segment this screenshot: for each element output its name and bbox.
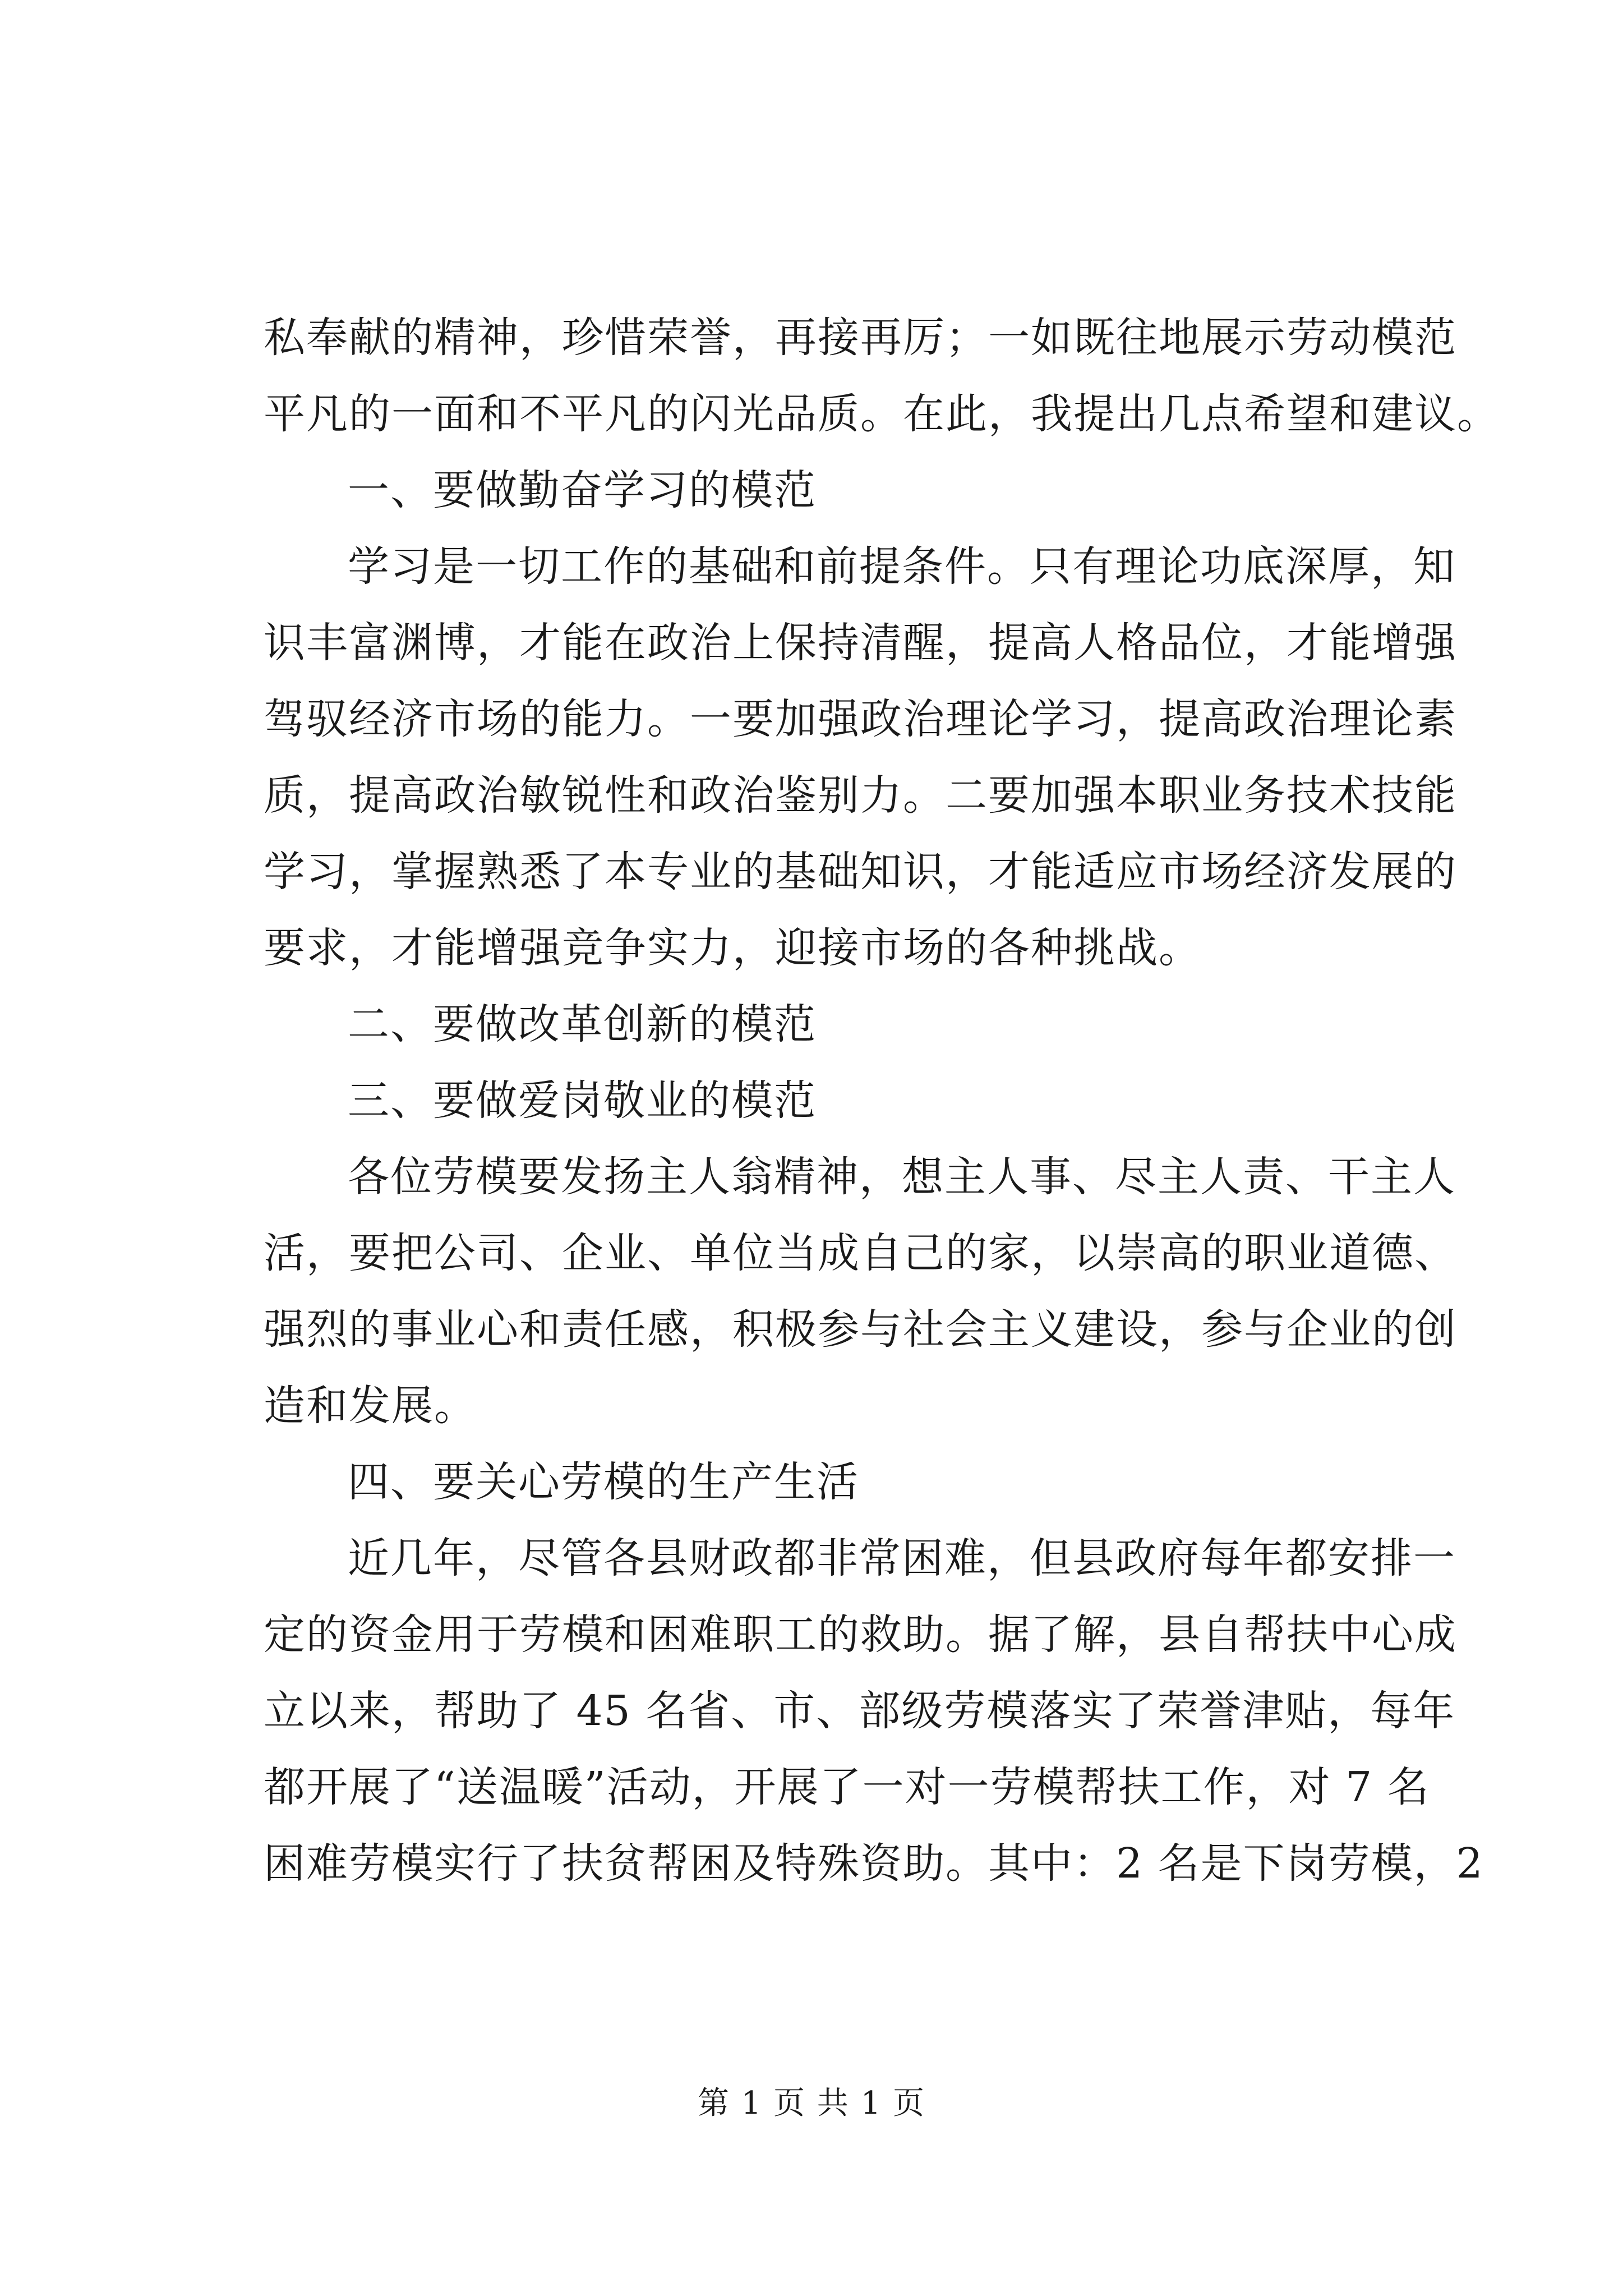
text-line: 学习，掌握熟悉了本专业的基础知识，才能适应市场经济发展的 bbox=[264, 848, 1457, 896]
text-line: 强烈的事业心和责任感，积极参与社会主义建设，参与企业的创 bbox=[264, 1305, 1457, 1354]
section-heading: 一、要做勤奋学习的模范 bbox=[348, 466, 817, 514]
page-number-footer: 第 1 页 共 1 页 bbox=[697, 2085, 926, 2122]
text-line: 活，要把公司、企业、单位当成自己的家，以崇高的职业道德、 bbox=[264, 1229, 1457, 1277]
text-line: 识丰富渊博，才能在政治上保持清醒，提高人格品位，才能增强 bbox=[264, 619, 1457, 667]
text-line: 各位劳模要发扬主人翁精神，想主人事、尽主人责、干主人 bbox=[348, 1153, 1456, 1201]
text-line: 近几年，尽管各县财政都非常困难，但县政府每年都安排一 bbox=[348, 1534, 1456, 1582]
text-line: 造和发展。 bbox=[264, 1382, 477, 1430]
text-line: 驾驭经济市场的能力。一要加强政治理论学习，提高政治理论素 bbox=[264, 695, 1457, 743]
text-line: 质，提高政治敏锐性和政治鉴别力。二要加强本职业务技术技能 bbox=[264, 771, 1457, 820]
text-line: 要求，才能增强竞争实力，迎接市场的各种挑战。 bbox=[264, 924, 1201, 972]
text-line: 立以来，帮助了 45 名省、市、部级劳模落实了荣誉津贴，每年 bbox=[264, 1687, 1456, 1735]
text-line: 都开展了“送温暖”活动，开展了一对一劳模帮扶工作，对 7 名 bbox=[264, 1763, 1430, 1811]
section-heading: 三、要做爱岗敬业的模范 bbox=[348, 1076, 817, 1125]
text-line: 学习是一切工作的基础和前提条件。只有理论功底深厚，知 bbox=[348, 542, 1456, 591]
text-line: 平凡的一面和不平凡的闪光品质。在此，我提出几点希望和建议。 bbox=[264, 390, 1500, 438]
section-heading: 二、要做改革创新的模范 bbox=[348, 1000, 817, 1048]
section-heading: 四、要关心劳模的生产生活 bbox=[348, 1458, 859, 1506]
text-line: 定的资金用于劳模和困难职工的救助。据了解，县自帮扶中心成 bbox=[264, 1611, 1457, 1659]
text-line: 私奉献的精神，珍惜荣誉，再接再厉；一如既往地展示劳动模范 bbox=[264, 314, 1457, 362]
text-line: 困难劳模实行了扶贫帮困及特殊资助。其中：2 名是下岗劳模，2 bbox=[264, 1839, 1484, 1888]
